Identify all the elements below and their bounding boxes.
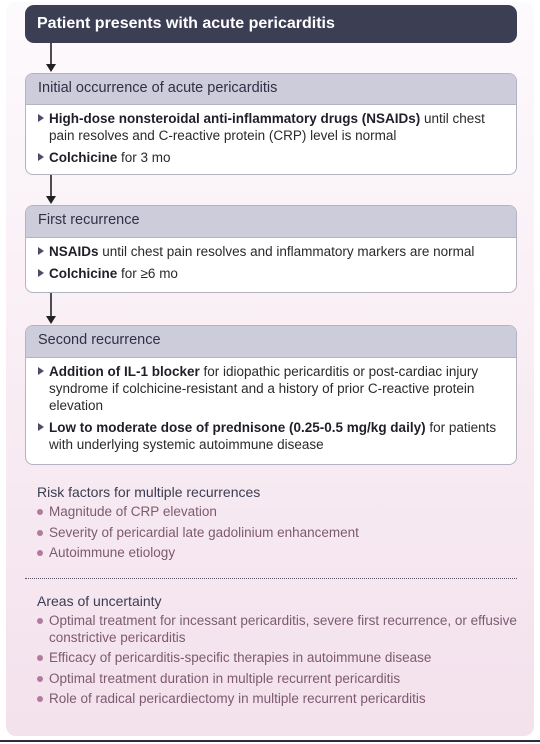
treatment-item xyxy=(38,419,506,453)
treatment-detail: for patients with underlying systemic autoimmune disease xyxy=(49,420,497,452)
triangle-bullet-icon xyxy=(38,153,44,161)
list-item-text: Role of radical pericardiectomy in multiple recurrent pericarditis xyxy=(49,691,426,706)
list-item-text: Efficacy of pericarditis-specific therapies in autoimmune disease xyxy=(49,650,432,665)
triangle-bullet-icon xyxy=(38,367,44,375)
list-item-text: Autoimmune etiology xyxy=(49,545,176,560)
dot-bullet-icon xyxy=(37,696,43,702)
list-item xyxy=(37,650,517,667)
section-title: Areas of uncertainty xyxy=(37,593,162,609)
dot-bullet-icon xyxy=(37,655,43,661)
list-item xyxy=(37,504,517,521)
dotted-divider xyxy=(25,578,517,579)
triangle-bullet-icon xyxy=(38,269,44,277)
down-arrow-icon xyxy=(44,293,58,325)
list-item-text: Severity of pericardial late gadolinium enhancement xyxy=(49,524,359,540)
flow-header xyxy=(25,5,517,43)
treatment-name: Colchicine xyxy=(49,150,118,165)
treatment-detail: until chest pain resolves and C-reactive protein (CRP) level is normal xyxy=(49,111,485,143)
header-title: Patient presents with acute pericarditis xyxy=(37,15,335,32)
bottom-rule xyxy=(0,740,540,742)
stage-title: First recurrence xyxy=(26,206,516,238)
list-item xyxy=(37,671,517,688)
dot-bullet-icon xyxy=(37,618,43,624)
triangle-bullet-icon xyxy=(38,247,44,255)
triangle-bullet-icon xyxy=(38,114,44,122)
list-item-text: Optimal treatment for incessant pericarditis, severe first recurrence, or effusive constrictive pericarditis xyxy=(49,613,517,645)
treatment-detail: for 3 mo xyxy=(117,150,171,165)
down-arrow-icon xyxy=(44,175,58,205)
list-item-text: Optimal treatment duration in multiple recurrent pericarditis xyxy=(49,670,401,686)
treatment-name: Low to moderate dose of prednisone (0.25-0.5 mg/kg daily) xyxy=(49,420,426,435)
treatment-item xyxy=(38,110,506,144)
treatment-detail: until chest pain resolves and inflammatory markers are normal xyxy=(98,244,475,259)
treatment-name: Addition of IL-1 blocker xyxy=(49,364,200,379)
down-arrow-icon xyxy=(44,43,58,73)
stage-card-second-recurrence xyxy=(25,325,517,465)
list-item-text: Magnitude of CRP elevation xyxy=(49,504,217,519)
dot-bullet-icon xyxy=(37,509,43,515)
treatment-detail: for ≥6 mo xyxy=(117,266,178,281)
stage-title: Initial occurrence of acute pericarditis xyxy=(26,74,516,105)
dot-bullet-icon xyxy=(37,676,43,682)
treatment-name: NSAIDs xyxy=(49,244,99,259)
risk-factors-section xyxy=(37,484,517,566)
stage-card-first-recurrence xyxy=(25,205,517,293)
treatment-item xyxy=(38,265,506,282)
section-title: Risk factors for multiple recurrences xyxy=(37,484,261,500)
dot-bullet-icon xyxy=(37,550,43,556)
list-item xyxy=(37,691,517,708)
stage-card-initial xyxy=(25,73,517,175)
dot-bullet-icon xyxy=(37,530,43,536)
treatment-name: Colchicine xyxy=(49,266,118,281)
uncertainty-section xyxy=(37,593,517,712)
treatment-item xyxy=(38,363,506,414)
stage-title: Second recurrence xyxy=(26,326,516,358)
triangle-bullet-icon xyxy=(38,423,44,431)
treatment-detail: for idiopathic pericarditis or post-cardiac injury syndrome if colchicine-resistant and a history of prior C-reactive protein elevation xyxy=(49,364,479,413)
list-item xyxy=(37,525,517,542)
treatment-item xyxy=(38,149,506,166)
treatment-name: High-dose nonsteroidal anti-inflammatory drugs (NSAIDs) xyxy=(49,111,421,126)
treatment-item xyxy=(38,243,506,260)
list-item xyxy=(37,545,517,562)
list-item xyxy=(37,613,517,646)
